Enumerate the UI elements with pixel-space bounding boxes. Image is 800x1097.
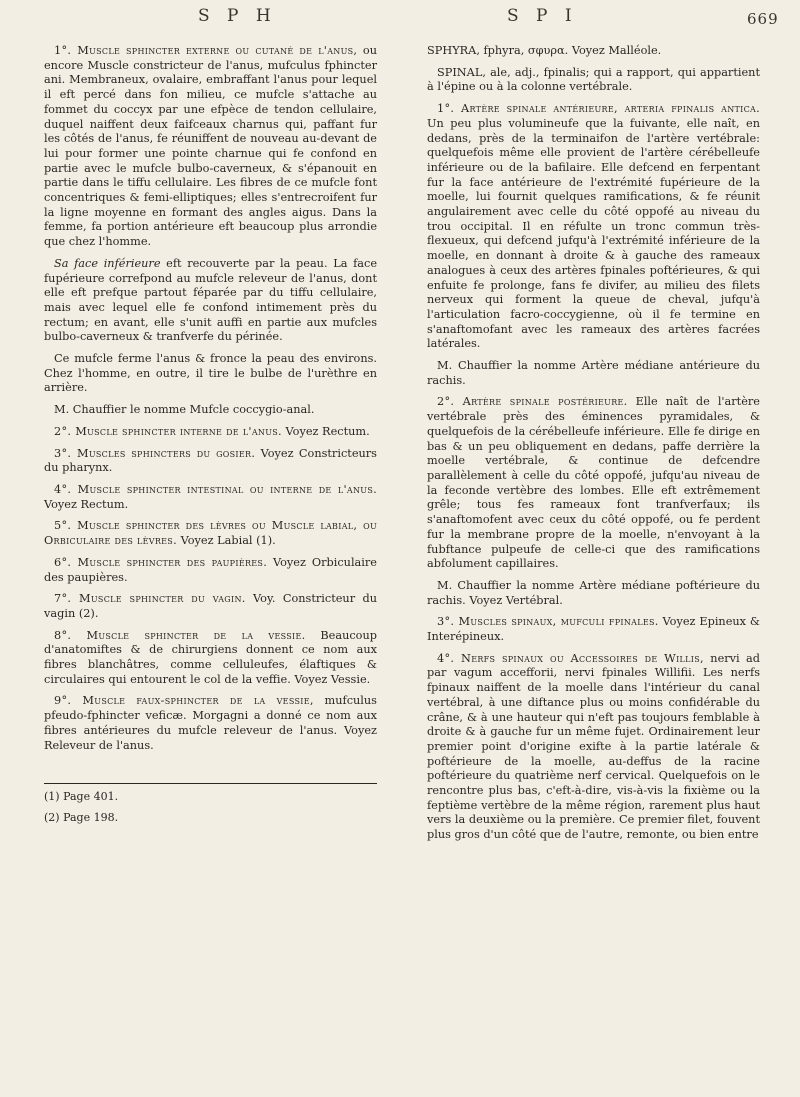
entry-text: Voyez Constricteurs du pharynx. [44,446,377,475]
entry-paragraph [44,694,377,753]
entry-paragraph [44,629,377,688]
entry-paragraph [427,652,760,843]
entry-lead: 5°. Muscle sphincter des lèvres ou Muscle labial, ou Orbiculaire des lèvres. [44,519,377,548]
footnote: (1) Page 401. [44,790,119,804]
entry-paragraph [44,257,377,345]
entry-lead: 1°. Muscle sphincter externe ou cutané de l'anus, [54,44,358,57]
entry-paragraph [427,579,760,608]
entry-lead: 3°. Muscles sphincters du gosier. [54,446,256,460]
entry-lead: SPINAL, ale, adj., [437,65,540,79]
entry-paragraph [44,483,377,512]
entry-text: mufculus pfeudo-fphincter veficæ. Morgagni a donné ce nom aux fibres antérieures du mufcle releveur de l'anus. Voyez Releveur de l'anus. [44,694,377,752]
entry-paragraph [427,44,760,59]
entry-text: M. Chauffier la nomme Artère médiane antérieure du rachis. [427,359,760,387]
entry-lead: 4°. Muscle sphincter intestinal ou interne de l'anus. [54,482,377,496]
entry-lead: 2°. Muscle sphincter interne de l'anus. [54,424,282,438]
entry-lead: 4°. Nerfs spinaux ou Accessoires de Willis, [437,651,704,665]
entry-text: ou encore Muscle constricteur de l'anus, mufculus fphincter ani. Membraneux, ovalaire, embraffant l'anus pour lequel il eft percé dans fon milieu, ce mufcle s'attache au fommet du coccyx par une efpèce de tendon cellulaire, duquel naiffent deux faifceaux charnus qui, paffant fur les côtés de l'anus, fe réuniffent de nouveau au-devant de lui pour former une pointe charnue qui fe confond en partie avec le mufcle bulbo-caverneux, & s'épanouit en partie dans le tiffu cellulaire. Les fibres de ce mufcle font concentriques & femi-elliptiques; elles s'entrecroifent fur la ligne moyenne en formant des angles aigus. Dans la femme, fa portion antérieure eft beaucoup plus arrondie que chez l'homme. [44,44,377,249]
entry-text: Voyez Rectum. [281,424,370,438]
entry-lead: 2°. Artère spinale postérieure. [437,395,628,409]
entry-text: fpinalis; qui a rapport, qui appartient à l'épine ou à la colonne vertébrale. [427,65,760,94]
entry-text: M. Chauffier le nomme Mufcle coccygio-anal. [54,403,315,417]
running-header-center: S P I [507,6,578,26]
footnote-divider [44,783,377,784]
footnote: (2) Page 198. [44,811,119,825]
entry-lead: 3°. Muscles spinaux, mufculi fpinales. [437,615,659,629]
entry-text: Ce mufcle ferme l'anus & fronce la peau des environs. Chez l'homme, en outre, il tire le bulbe de l'urèthre en arrière. [44,352,377,395]
entry-paragraph [44,592,377,621]
entry-paragraph [427,395,760,571]
entry-text: M. Chauffier la nomme Artère médiane poftérieure du rachis. Voyez Vertébral. [427,578,760,607]
entry-text: eft recouverte par la peau. La face fupérieure correfpond au mufcle releveur de l'anus, dont elle eft prefque partout féparée par du tiffu cellulaire, mais avec lequel elle fe confond intimement près du rectum; en avant, elle s'unit auffi en partie aux mufcles bulbo-caverneux & tranfverfe du périnée. [44,256,378,344]
entry-paragraph [427,66,760,95]
entry-paragraph [427,359,760,388]
page-number: 669 [747,10,779,28]
entry-paragraph [427,615,760,644]
entry-text: Voyez Epineux & Interépineux. [427,615,760,644]
entry-lead: 1°. Artère spinale antérieure, arteria fpinalis antica. [437,102,760,116]
right-column [427,44,760,850]
entry-paragraph [44,519,377,548]
running-header-left: S P H [198,6,277,26]
entry-paragraph [44,44,377,250]
entry-text: Voyez Labial (1). [176,534,276,548]
entry-paragraph [44,447,377,476]
entry-text: Un peu plus volumineufe que la fuivante, elle naît, en dedans, près de la terminaifon de l'artère vertébrale: quelquefois même elle provient de l'artère cérébelleufe inférieure ou de la bafilaire. Elle defcend en ferpentant fur la face antérieure de l'extrémité fupérieure de la moelle, lui fournit quelques ramifications, & fe réunit angulairement avec celle du côté oppofé au niveau du trou occipital. Il en réfulte un tronc commun très-flexueux, qui defcend jufqu'à l'extrémité inférieure de la moelle, en donnant à droite & à gauche des rameaux analogues à ceux des artères fpinales poftérieures, & qui enfuite fe prolonge, fans fe divifer, au milieu des filets nerveux qui forment la queue de cheval, jufqu'à l'articulation facro-coccygienne, où il fe termine en s'anaftomofant avec les rameaux des artères facrées latérales. [427,116,760,351]
entry-text: Beaucoup d'anatomiftes & de chirurgiens donnent ce nom aux fibres blanchâtres, comme celluleufes, élaftiques & circulaires qui entourent le col de la veffie. Voyez Vessie. [44,628,377,686]
entry-text: nervi ad par vagum accefforii, nervi fpinales Willifii. Les nerfs fpinaux naiffent de la moelle dans l'intérieur du canal vertébral, à une diftance plus ou moins confidérable du crâne, & à une hauteur qui n'eft pas toujours femblable à droite & à gauche fur un même fujet. Ordinairement leur premier point d'origine exifte à la partie latérale & poftérieure de la moelle, au-deffus de la racine poftérieure du quatrième nerf cervical. Quelquefois on le rencontre plus bas, c'eft-à-dire, vis-à-vis la fixième ou la feptième vertèbre de la même région, rarement plus haut vers la deuxième ou la première. Ce premier filet, fouvent plus gros d'un côté que de l'autre, remonte, ou bien entre [427,651,760,842]
entry-text: Voyez Rectum. [44,497,129,511]
entry-paragraph [44,403,377,418]
entry-paragraph [44,556,377,585]
entry-text: Elle naît de l'artère vertébrale près des éminences pyramidales, & quelquefois de la cérébelleufe inférieure. Elle fe dirige en bas & un peu obliquement en dedans, paffe derrière la moelle vertébrale, & continue de defcendre parallèlement à celle du côté oppofé, jufqu'au niveau de la feconde vertèbre des lombes. Elle eft extrêmement grêle; tous fes rameaux font tranfverfaux; ils s'anaftomofent avec ceux du côté oppofé, ou fe perdent fur la membrane propre de la moelle, n'envoyant à la fubftance pulpeufe de celle-ci que des ramifications abfolument capillaires. [427,395,760,571]
entry-lead: 8°. Muscle sphincter de la vessie. [54,628,306,642]
entry-text: Voy. Constricteur du vagin (2). [44,592,378,620]
entry-lead: 6°. Muscle sphincter des paupières. [54,555,268,569]
entry-lead: Sa face inférieure [54,256,161,270]
entry-text: Voyez Malléole. [568,44,662,57]
entry-text: Voyez Orbiculaire des paupières. [44,555,377,584]
entry-paragraph [44,352,377,396]
entry-lead: SPHYRA, fphyra, σφυρα. [427,44,569,57]
entry-paragraph [44,425,377,440]
entry-lead: 9°. Muscle faux-sphincter de la vessie, [54,694,314,708]
entry-lead: 7°. Muscle sphincter du vagin. [54,592,246,606]
entry-paragraph [427,102,760,352]
left-column [44,44,377,832]
